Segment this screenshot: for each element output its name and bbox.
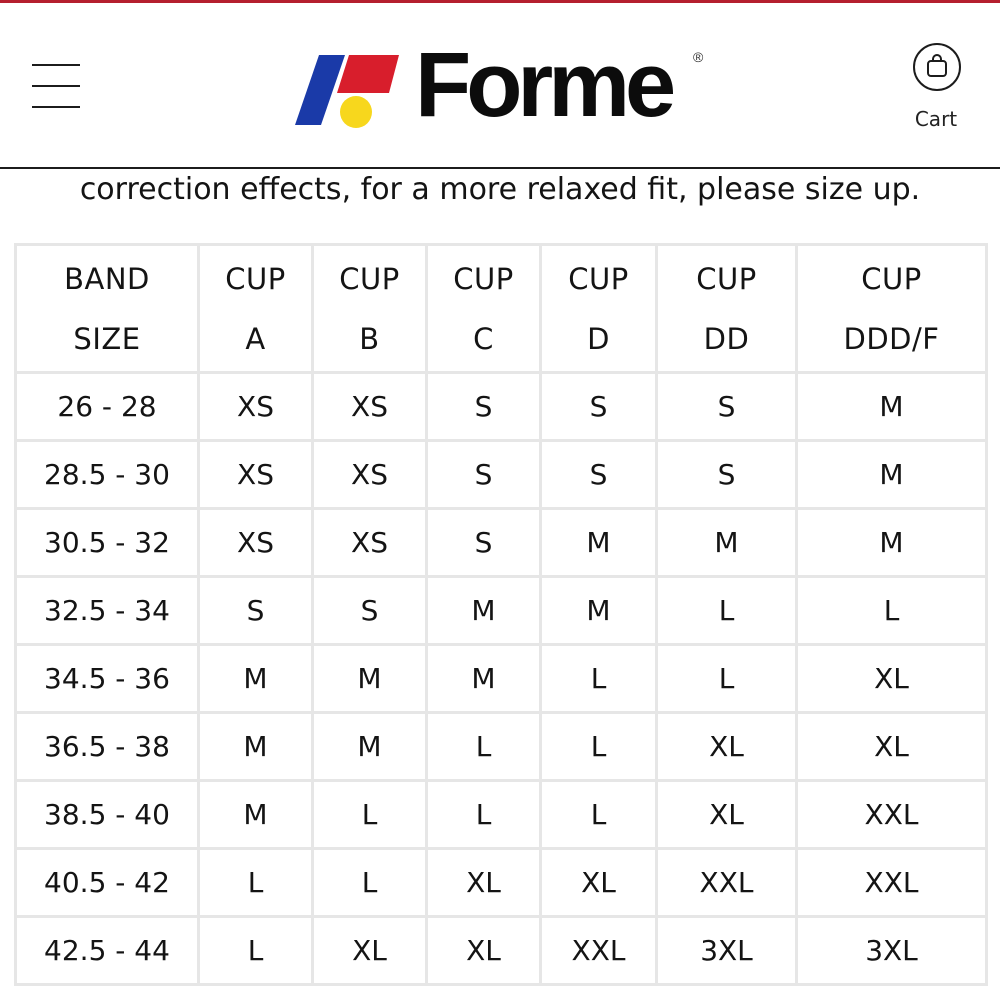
- header-label-line: CUP: [861, 261, 922, 296]
- size-cell: S: [657, 373, 797, 441]
- size-cell: XL: [797, 713, 987, 781]
- size-cell: L: [541, 645, 657, 713]
- shopping-bag-icon: [926, 54, 948, 78]
- table-row: [16, 917, 987, 985]
- size-cell: L: [199, 917, 313, 985]
- table-header-row: [16, 245, 987, 373]
- header-label-line: DD: [703, 321, 750, 356]
- header-label-line: C: [473, 321, 494, 356]
- size-cell: L: [657, 645, 797, 713]
- header-label-line: SIZE: [73, 321, 141, 356]
- size-cell: M: [313, 645, 427, 713]
- size-cell: S: [541, 441, 657, 509]
- size-cell: M: [199, 781, 313, 849]
- band-size-cell: 40.5 - 42: [16, 849, 199, 917]
- header-label-line: D: [587, 321, 610, 356]
- size-cell: S: [427, 441, 541, 509]
- header-label-line: B: [359, 321, 380, 356]
- size-cell: M: [657, 509, 797, 577]
- header-label-line: BAND: [64, 261, 150, 296]
- header-label-line: CUP: [225, 261, 286, 296]
- size-cell: M: [313, 713, 427, 781]
- size-cell: L: [313, 849, 427, 917]
- size-cell: S: [541, 373, 657, 441]
- size-cell: M: [797, 441, 987, 509]
- site-header: [0, 3, 1000, 169]
- size-cell: M: [541, 509, 657, 577]
- size-cell: L: [541, 713, 657, 781]
- size-cell: M: [199, 645, 313, 713]
- size-cell: L: [427, 713, 541, 781]
- menu-button[interactable]: [28, 58, 84, 114]
- size-cell: L: [199, 849, 313, 917]
- table-row: [16, 577, 987, 645]
- header-cup-c: [427, 245, 541, 373]
- band-size-cell: 26 - 28: [16, 373, 199, 441]
- size-cell: M: [541, 577, 657, 645]
- size-cell: XL: [657, 713, 797, 781]
- header-cup-dd: [657, 245, 797, 373]
- table-row: [16, 509, 987, 577]
- header-cup-a: [199, 245, 313, 373]
- band-size-cell: 38.5 - 40: [16, 781, 199, 849]
- size-cell: XS: [313, 441, 427, 509]
- table-row: [16, 781, 987, 849]
- table-row: [16, 373, 987, 441]
- size-cell: XS: [313, 373, 427, 441]
- size-cell: L: [313, 781, 427, 849]
- size-cell: XL: [313, 917, 427, 985]
- size-cell: XL: [427, 917, 541, 985]
- header-cup-d: [541, 245, 657, 373]
- band-size-cell: 34.5 - 36: [16, 645, 199, 713]
- size-cell: XXL: [541, 917, 657, 985]
- size-cell: L: [657, 577, 797, 645]
- size-cell: XL: [427, 849, 541, 917]
- header-label-line: A: [245, 321, 266, 356]
- size-cell: XS: [313, 509, 427, 577]
- size-cell: M: [199, 713, 313, 781]
- size-cell: XXL: [797, 781, 987, 849]
- size-cell: XS: [199, 441, 313, 509]
- table-row: [16, 713, 987, 781]
- fit-note: correction effects, for a more relaxed fit, please size up.: [79, 172, 921, 207]
- band-size-cell: 30.5 - 32: [16, 509, 199, 577]
- band-size-cell: 28.5 - 30: [16, 441, 199, 509]
- size-cell: M: [797, 373, 987, 441]
- size-cell: S: [427, 373, 541, 441]
- band-size-cell: 42.5 - 44: [16, 917, 199, 985]
- cart-label: Cart: [914, 107, 958, 131]
- header-cup-ddd-f: [797, 245, 987, 373]
- brand-mark-icon: [293, 49, 403, 129]
- size-cell: XXL: [657, 849, 797, 917]
- header-label-line: CUP: [696, 261, 757, 296]
- header-label-line: DDD/F: [843, 321, 940, 356]
- band-size-cell: 36.5 - 38: [16, 713, 199, 781]
- table-row: [16, 849, 987, 917]
- size-cell: L: [797, 577, 987, 645]
- size-chart-table: [14, 243, 988, 986]
- size-cell: XXL: [797, 849, 987, 917]
- size-cell: M: [427, 577, 541, 645]
- size-cell: XS: [199, 509, 313, 577]
- size-cell: XL: [541, 849, 657, 917]
- table-row: [16, 645, 987, 713]
- header-band-size: [16, 245, 199, 373]
- header-cup-b: [313, 245, 427, 373]
- header-label-line: CUP: [453, 261, 514, 296]
- brand-name: Forme: [415, 34, 672, 136]
- hamburger-menu-icon: [32, 64, 80, 66]
- cart-button[interactable]: [902, 43, 970, 133]
- size-cell: XL: [657, 781, 797, 849]
- table-row: [16, 441, 987, 509]
- brand-logo[interactable]: [293, 34, 713, 136]
- size-cell: S: [427, 509, 541, 577]
- header-label-line: CUP: [568, 261, 629, 296]
- size-cell: XS: [199, 373, 313, 441]
- size-cell: S: [199, 577, 313, 645]
- size-cell: S: [313, 577, 427, 645]
- header-label-line: CUP: [339, 261, 400, 296]
- size-cell: L: [427, 781, 541, 849]
- table-body: [16, 373, 987, 985]
- size-cell: S: [657, 441, 797, 509]
- size-cell: 3XL: [657, 917, 797, 985]
- size-cell: M: [427, 645, 541, 713]
- band-size-cell: 32.5 - 34: [16, 577, 199, 645]
- size-cell: 3XL: [797, 917, 987, 985]
- registered-mark: ®: [693, 49, 704, 65]
- size-cell: L: [541, 781, 657, 849]
- size-cell: XL: [797, 645, 987, 713]
- size-cell: M: [797, 509, 987, 577]
